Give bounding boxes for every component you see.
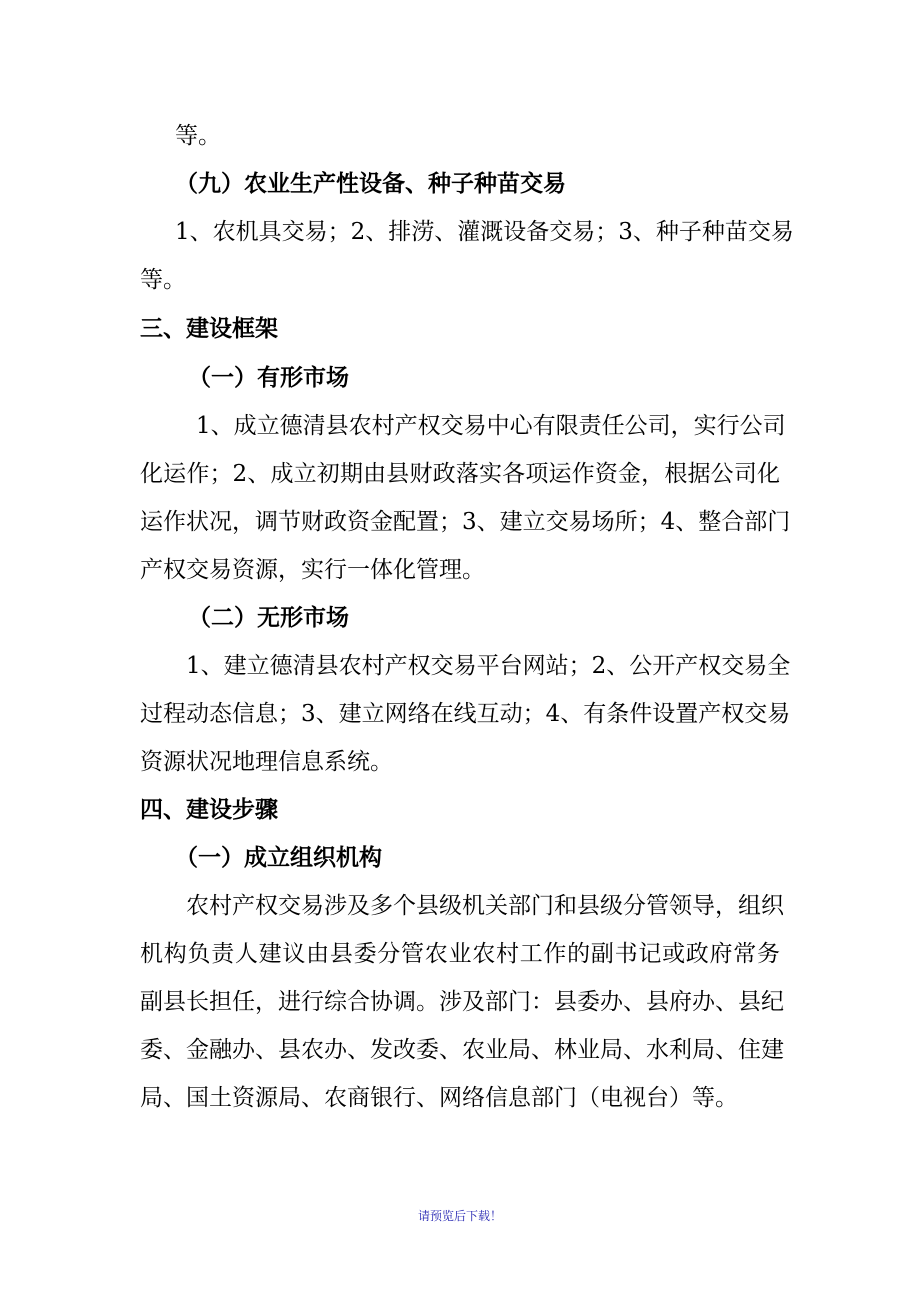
paragraph-line: 产权交易资源，实行一体化管理。 xyxy=(140,557,485,583)
paragraph-line: 等。 xyxy=(140,267,186,293)
paragraph-line: 1、成立德清县农村产权交易中心有限责任公司，实行公司 xyxy=(196,413,786,439)
download-notice: 请预览后下载！ xyxy=(417,1209,502,1223)
section-heading-intangible-market: （二）无形市场 xyxy=(188,605,349,631)
section-heading-nine: （九）农业生产性设备、种子种苗交易 xyxy=(175,171,566,197)
paragraph-line: 委、金融办、县农办、发改委、农业局、林业局、水利局、住建 xyxy=(140,1037,784,1063)
section-heading-tangible-market: （一）有形市场 xyxy=(188,365,349,391)
paragraph-line: 局、国土资源局、农商银行、网络信息部门（电视台）等。 xyxy=(140,1085,738,1111)
paragraph-line: 等。 xyxy=(175,123,221,149)
paragraph-line: 副县长担任，进行综合协调。涉及部门：县委办、县府办、县纪 xyxy=(140,989,784,1015)
paragraph-line: 过程动态信息；3、建立网络在线互动；4、有条件设置产权交易 xyxy=(140,701,791,727)
chapter-heading-four: 四、建设步骤 xyxy=(140,797,278,823)
chapter-heading-three: 三、建设框架 xyxy=(140,316,278,342)
paragraph-line: 1、农机具交易；2、排涝、灌溉设备交易；3、种子种苗交易 xyxy=(175,219,794,245)
paragraph-line: 机构负责人建议由县委分管农业农村工作的副书记或政府常务 xyxy=(140,941,780,967)
paragraph-line: 农村产权交易涉及多个县级机关部门和县级分管领导，组织 xyxy=(186,893,784,919)
paragraph-line: 资源状况地理信息系统。 xyxy=(140,749,393,775)
paragraph-line: 运作状况，调节财政资金配置；3、建立交易场所；4、整合部门 xyxy=(140,509,791,535)
paragraph-line: 1、建立德清县农村产权交易平台网站；2、公开产权交易全 xyxy=(186,653,791,679)
section-heading-organization: （一）成立组织机构 xyxy=(175,845,382,871)
paragraph-line: 化运作；2、成立初期由县财政落实各项运作资金，根据公司化 xyxy=(140,461,780,487)
